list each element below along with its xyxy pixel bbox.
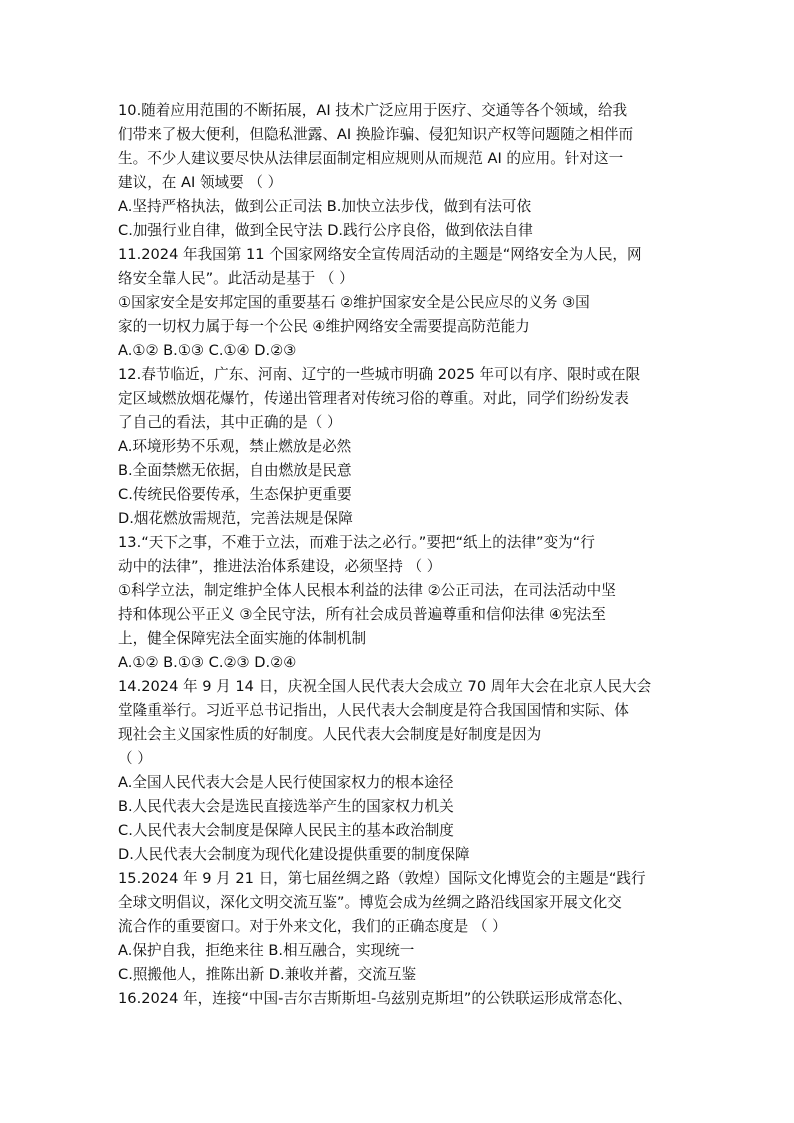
q12-line-2: 定区域燃放烟花爆竹，传递出管理者对传统习俗的尊重。对此，同学们纷纷发表 (118, 390, 629, 407)
q13-line-4: 持和体现公平正义 ③全民守法，所有社会成员普遍尊重和信仰法律 ④宪法至 (118, 606, 606, 623)
q11-line-2: 络安全靠人民”。此活动是基于 （ ） (118, 270, 354, 287)
q13-line-2: 动中的法律”，推进法治体系建设，必须坚持 （ ） (118, 558, 442, 575)
q10-line-4: 建议，在 AI 领域要 （ ） (118, 174, 283, 191)
q12-line-1: 12.春节临近，广东、河南、辽宁的一些城市明确 2025 年可以有序、限时或在限 (118, 366, 641, 383)
q14-option-b: B.人民代表大会是选民直接选举产生的国家权力机关 (118, 798, 454, 815)
q15-option-ab: A.保护自我，拒绝来往 B.相互融合，实现统一 (118, 942, 415, 959)
q12-option-a: A.环境形势不乐观，禁止燃放是必然 (118, 438, 352, 455)
q10-line-3: 生。不少人建议要尽快从法律层面制定相应规则从而规范 AI 的应用。针对这一 (118, 150, 624, 167)
q10-line-1: 10.随着应用范围的不断拓展，AI 技术广泛应用于医疗、交通等各个领域，给我 (118, 102, 628, 119)
q10-option-ab: A.坚持严格执法，做到公正司法 B.加快立法步伐，做到有法可依 (118, 198, 532, 215)
q13-line-1: 13.“天下之事，不难于立法，而难于法之必行。”要把“纸上的法律”变为“行 (118, 534, 595, 551)
q10-line-2: 们带来了极大便利，但隐私泄露、AI 换脸诈骗、侵犯知识产权等问题随之相伴而 (118, 126, 634, 143)
q12-option-b: B.全面禁燃无依据，自由燃放是民意 (118, 462, 352, 479)
q15-option-cd: C.照搬他人，推陈出新 D.兼收并蓄，交流互鉴 (118, 966, 417, 983)
q16-line-1: 16.2024 年，连接“中国-吉尔吉斯斯坦-乌兹别克斯坦”的公铁联运形成常态化、 (118, 990, 632, 1007)
q15-line-1: 15.2024 年 9 月 21 日，第七届丝绸之路（敦煌）国际文化博览会的主题是“践行 (118, 870, 646, 887)
q12-line-3: 了自己的看法，其中正确的是（ ） (118, 414, 342, 431)
q15-line-3: 流合作的重要窗口。对于外来文化，我们的正确态度是 （ ） (118, 918, 507, 935)
q11-options: A.①② B.①③ C.①④ D.②③ (118, 342, 297, 359)
q11-line-1: 11.2024 年我国第 11 个国家网络安全宣传周活动的主题是“网络安全为人民，网 (118, 246, 642, 263)
q13-line-5: 上，健全保障宪法全面实施的体制机制 (118, 630, 367, 647)
q13-options: A.①② B.①③ C.②③ D.②④ (118, 654, 297, 671)
q14-option-a: A.全国人民代表大会是人民行使国家权力的根本途径 (118, 774, 454, 791)
q12-option-d: D.烟花燃放需规范，完善法规是保障 (118, 510, 353, 527)
q15-line-2: 全球文明倡议，深化文明交流互鉴”。博览会成为丝绸之路沿线国家开展文化交 (118, 894, 622, 911)
q14-line-4: （ ） (118, 750, 152, 767)
q11-line-4: 家的一切权力属于每一个公民 ④维护网络安全需要提高防范能力 (118, 318, 530, 335)
q14-line-1: 14.2024 年 9 月 14 日，庆祝全国人民代表大会成立 70 周年大会在北京人民大会 (118, 678, 652, 695)
q14-option-c: C.人民代表大会制度是保障人民民主的基本政治制度 (118, 822, 454, 839)
q11-line-3: ①国家安全是安邦定国的重要基石 ②维护国家安全是公民应尽的义务 ③国 (118, 294, 590, 311)
q14-line-2: 堂隆重举行。习近平总书记指出，人民代表大会制度是符合我国国情和实际、体 (118, 702, 629, 719)
q14-option-d: D.人民代表大会制度为现代化建设提供重要的制度保障 (118, 846, 470, 863)
q14-line-3: 现社会主义国家性质的好制度。人民代表大会制度是好制度是因为 (118, 726, 542, 743)
q10-option-cd: C.加强行业自律，做到全民守法 D.践行公序良俗，做到依法自律 (118, 222, 533, 239)
q12-option-c: C.传统民俗要传承，生态保护更重要 (118, 486, 352, 503)
q13-line-3: ①科学立法，制定维护全体人民根本利益的法律 ②公正司法，在司法活动中坚 (118, 582, 616, 599)
